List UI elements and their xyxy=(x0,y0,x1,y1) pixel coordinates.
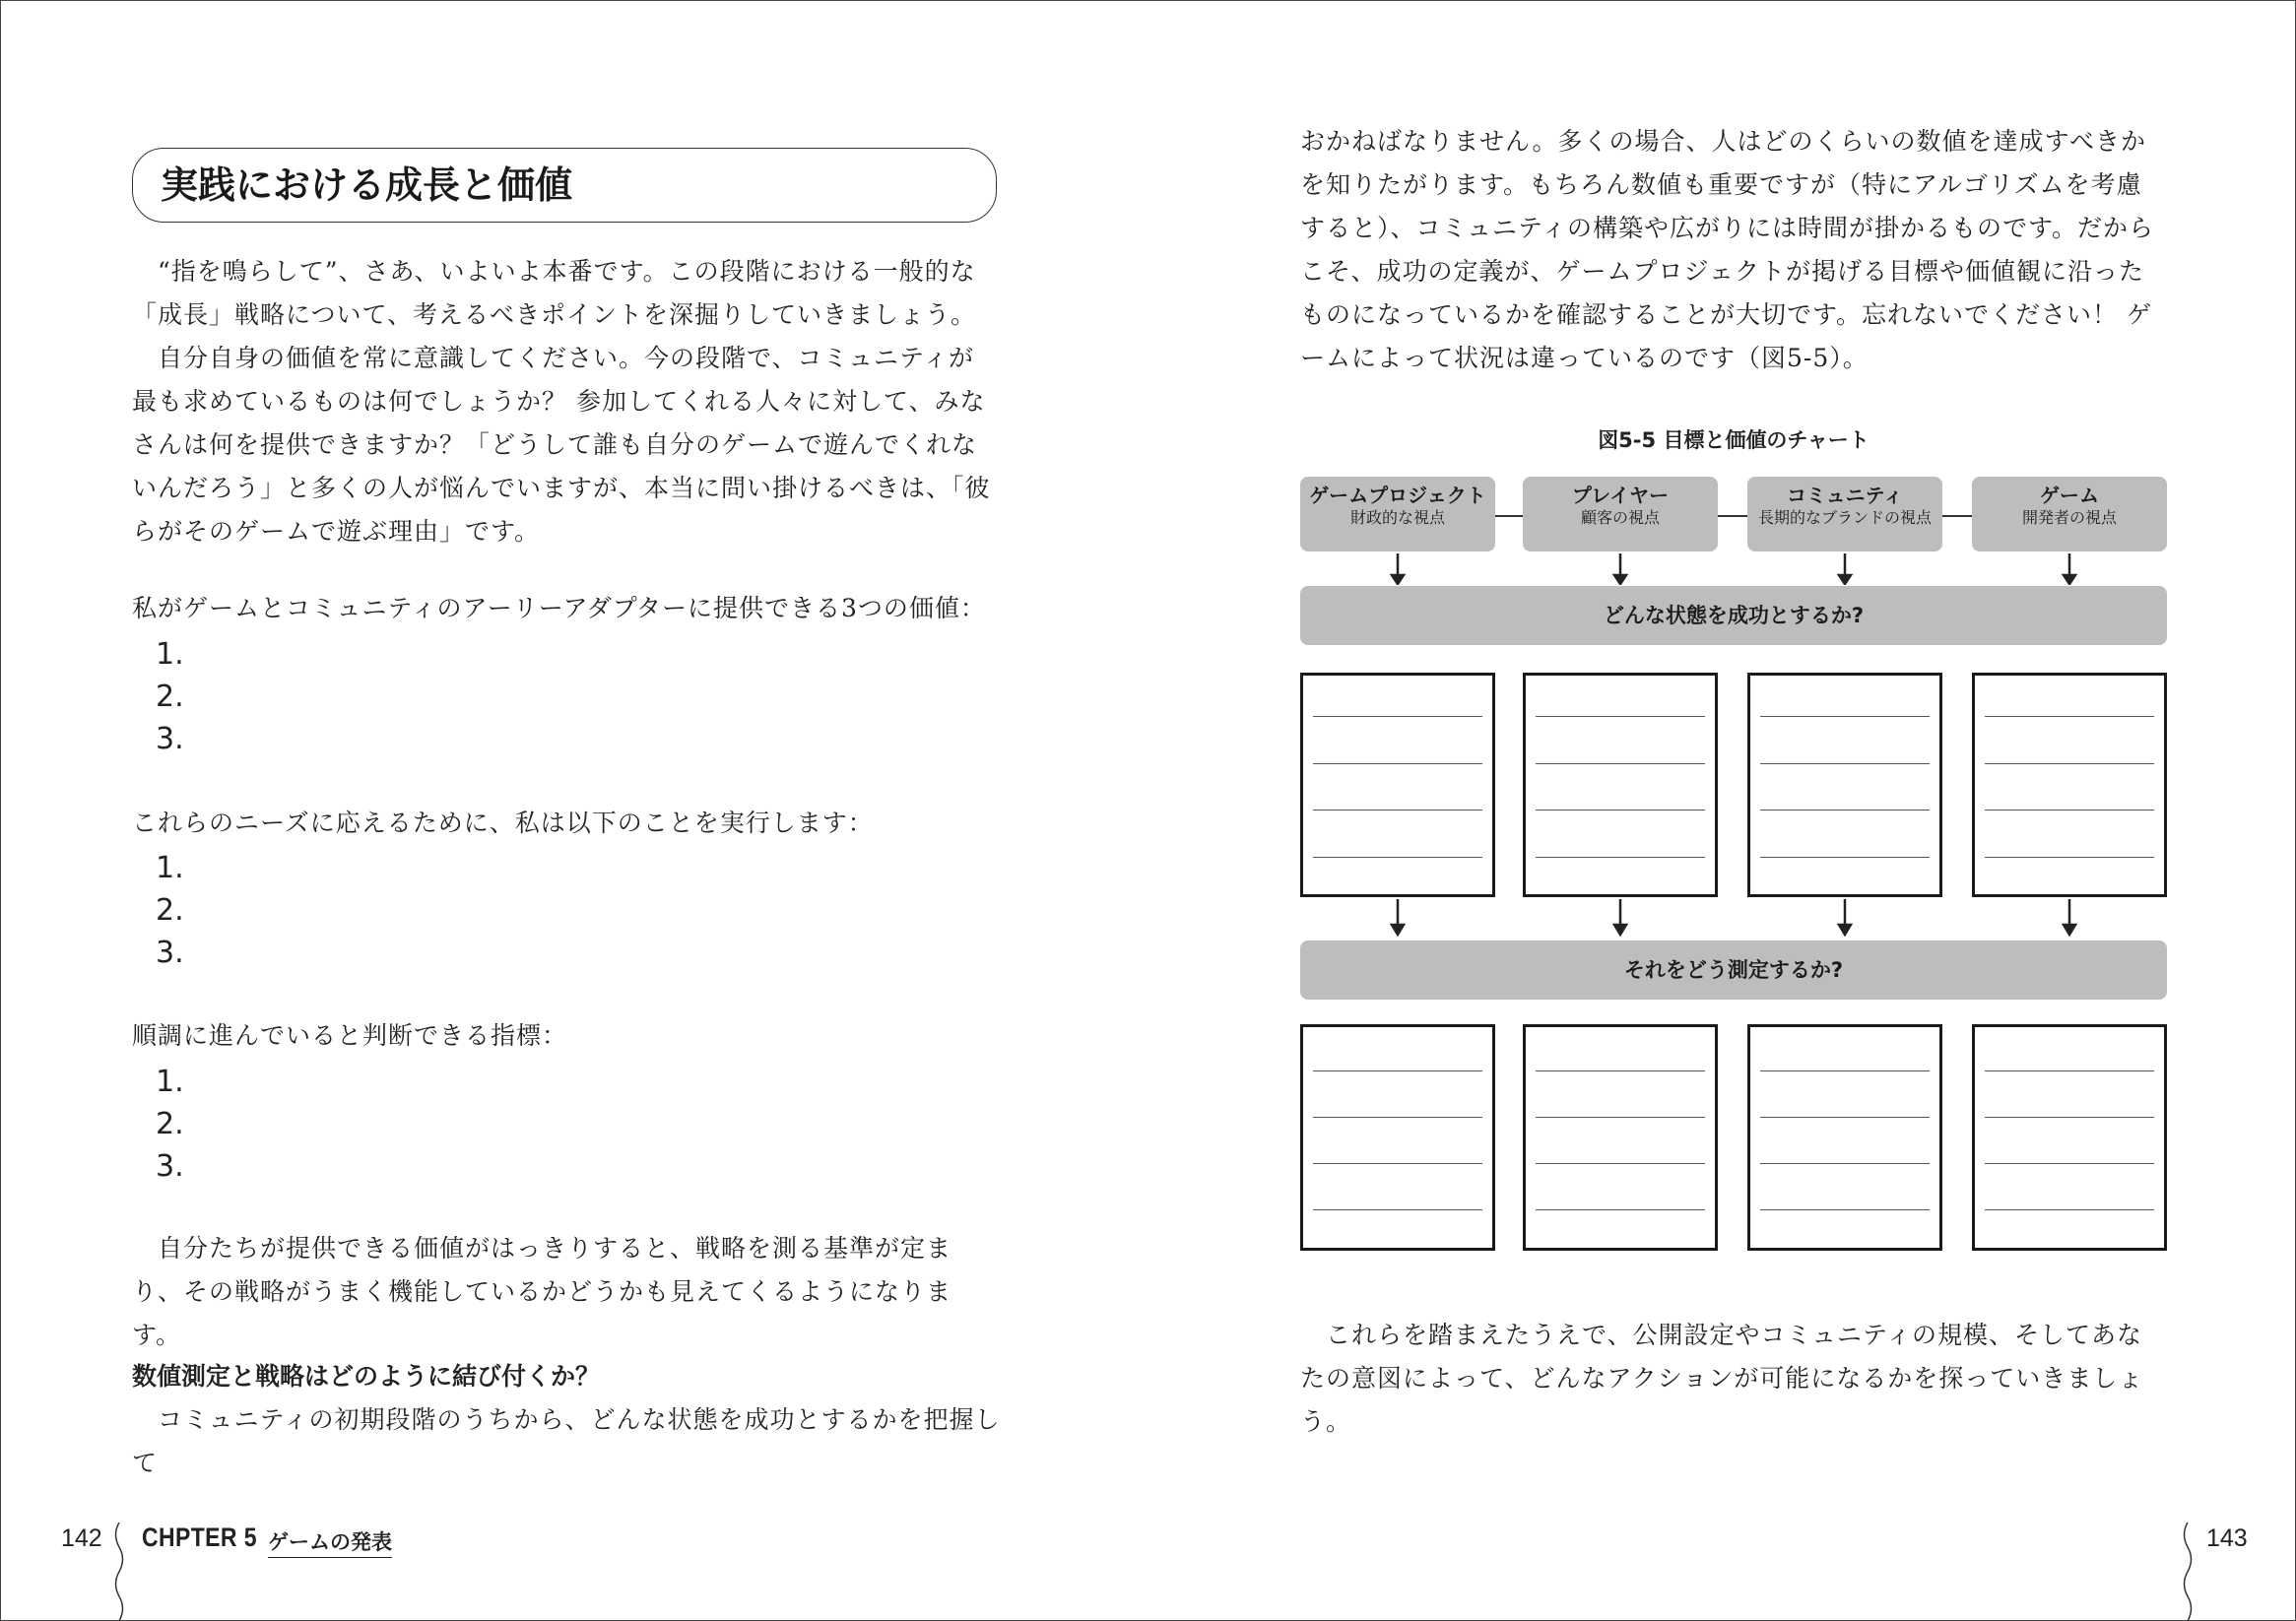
page-number-right: 143 xyxy=(2206,1524,2248,1552)
bottom-paragraph: これらを踏まえたうえで、公開設定やコミュニティの規模、そしてあなたの意図によって、どんなアクションが可能になるかを探っていきましょう。 xyxy=(1300,1321,2144,1436)
list-number: 2. xyxy=(156,893,184,928)
wavy-divider-icon xyxy=(2181,1523,2195,1621)
list-number: 3. xyxy=(156,722,184,756)
category-player xyxy=(1523,477,1718,551)
worksheet-card xyxy=(1972,673,2167,897)
worksheet-card xyxy=(1972,1024,2167,1251)
section-title-box xyxy=(132,148,997,223)
right-page xyxy=(1148,0,2296,1621)
list-number: 2. xyxy=(156,680,184,714)
chapter-title: ゲームの発表 xyxy=(268,1526,392,1558)
intro-paragraph: “指を鳴らして”、さあ、いよいよ本番です。この段階における一般的な「成長」戦略について、考えるべきポイントを深掘りしていきましょう。 xyxy=(132,257,977,329)
category-sub: 長期的なブランドの視点 xyxy=(1757,508,1932,527)
category-name: ゲーム xyxy=(2040,484,2099,507)
connector-line xyxy=(1718,515,1747,517)
category-sub: 財政的な視点 xyxy=(1349,508,1445,527)
page-number-left: 142 xyxy=(61,1524,102,1552)
list-number: 1. xyxy=(156,851,184,885)
category-game xyxy=(1972,477,2167,551)
category-name: プレイヤー xyxy=(1571,484,1670,507)
list-label-metrics: 順調に進んでいると判断できる指標： xyxy=(132,1021,568,1050)
question-measure-bar: それをどう測定するか? xyxy=(1300,940,2167,1000)
section-title: 実践における成長と価値 xyxy=(161,163,573,207)
list-label-actions: これらのニーズに応えるために、私は以下のことを実行します： xyxy=(132,809,874,837)
down-arrow-icon xyxy=(1300,897,2167,937)
worksheet-card xyxy=(1523,673,1718,897)
list-label-values: 私がゲームとコミュニティのアーリーアダプターに提供できる3つの価値： xyxy=(132,594,986,622)
last-paragraph: コミュニティの初期段階のうちから、どんな状態を成功とするかを把握して xyxy=(132,1405,1001,1477)
subheading: 数値測定と戦略はどのように結び付くか？ xyxy=(132,1362,601,1391)
category-community xyxy=(1747,477,1942,551)
top-paragraph: おかねばなりません。多くの場合、人はどのくらいの数値を達成すべきかを知りたがります。もちろん数値も重要ですが（特にアルゴリズムを考慮すると）、コミュニティの構築や広がりには時間が掛かるものです。だからこそ、成功の定義が、ゲームプロジェクトが掲げる目標や価値観に沿ったものになっているかを確認することが大切です。忘れないでください！ ゲームによって状況は違っているのです（図5-5）。 xyxy=(1300,127,2155,372)
chapter-label: CHPTER 5 xyxy=(142,1523,257,1552)
category-sub: 顧客の視点 xyxy=(1580,508,1660,527)
category-sub: 開発者の視点 xyxy=(2021,508,2117,527)
question-success-bar: どんな状態を成功とするか? xyxy=(1300,586,2167,645)
list-number: 2. xyxy=(156,1107,184,1141)
figure-title: 図5-5 目標と価値のチャート xyxy=(1598,428,1870,452)
connector-line xyxy=(1493,515,1523,517)
category-name: コミュニティ xyxy=(1787,484,1903,507)
category-game-project xyxy=(1300,477,1495,551)
worksheet-card xyxy=(1523,1024,1718,1251)
category-name: ゲームプロジェクト xyxy=(1309,484,1486,507)
down-arrow-icon xyxy=(1300,551,2167,585)
list-number: 1. xyxy=(156,1065,184,1099)
worksheet-card xyxy=(1300,1024,1495,1251)
value-paragraph: 自分自身の価値を常に意識してください。今の段階で、コミュニティが最も求めているものは何でしょうか？ 参加してくれる人々に対して、みなさんは何を提供できますか？「どうして誰も自分のゲームで遊んでくれないんだろう」と多くの人が悩んでいますが、本当に問い掛けるべきは、「彼らがそのゲームで遊ぶ理由」です。 xyxy=(132,344,991,546)
list-number: 3. xyxy=(156,1149,184,1184)
worksheet-card xyxy=(1300,673,1495,897)
wavy-divider-icon xyxy=(112,1523,126,1621)
list-number: 3. xyxy=(156,936,184,970)
worksheet-card xyxy=(1747,1024,1942,1251)
connector-line xyxy=(1942,515,1972,517)
list-number: 1. xyxy=(156,637,184,672)
worksheet-card xyxy=(1747,673,1942,897)
closing-paragraph: 自分たちが提供できる価値がはっきりすると、戦略を測る基準が定まり、その戦略がうまく機能しているかどうかも見えてくるようになります。 xyxy=(132,1234,952,1349)
